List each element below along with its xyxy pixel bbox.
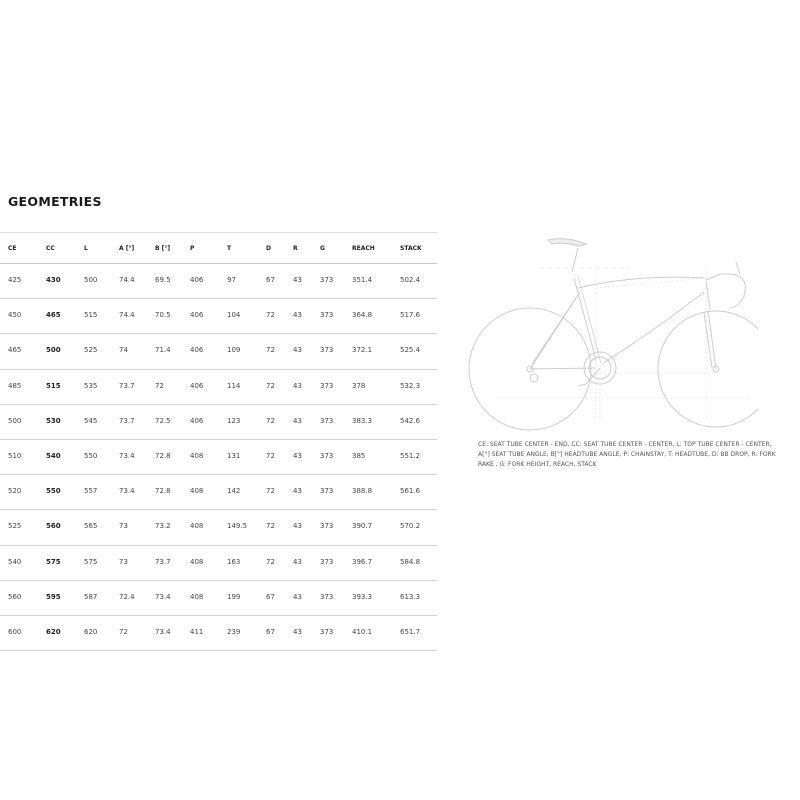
table-cell: 535 [84,381,98,390]
table-cell: 67 [266,592,275,601]
table-cell: 390.7 [352,522,373,531]
table-cell: 43 [293,592,302,601]
table-cell: 408 [190,487,204,496]
table-cell: 142 [227,487,241,496]
table-cell: 560 [46,522,61,531]
fork-icon [708,310,716,369]
table-cell: 378 [352,381,366,390]
table-cell: 373 [320,592,334,601]
down-tube-icon [602,292,704,364]
chainstay-icon [530,368,596,369]
table-cell: 385 [352,451,366,460]
table-cell: 406 [190,311,204,320]
column-header: REACH [352,245,375,252]
table-cell: 72.5 [155,416,171,425]
table-cell: 450 [8,311,22,320]
table-cell: 570.2 [400,522,421,531]
table-cell: 73.7 [119,381,135,390]
table-cell: 406 [190,276,204,284]
table-cell: 502.4 [400,276,421,284]
legend-caption: CE: SEAT TUBE CENTER - END, CC: SEAT TUBE CENTER - CENTER, L: TOP TUBE CENTER - CENTER, A[°] SEAT TUBE ANGLE, B[°] HEADTUBE ANGLE, P: CHAINSTAY, T: HEADTUBE, D: BB DROP, R: FORK RAKE , G: FORK HEIGHT, REACH, STACK [478,441,776,468]
table-cell: 550 [46,487,61,496]
table-cell: 408 [190,522,204,531]
top-tube-icon [578,277,704,288]
table-header-row [0,232,437,264]
table-cell: 373 [320,311,334,320]
table-row [0,405,437,440]
table-cell: 525.4 [400,346,421,355]
table-cell: 551.2 [400,451,421,460]
table-row [0,334,437,369]
table-row [0,510,437,545]
table-cell: 532.3 [400,381,421,390]
table-cell: 465 [46,311,61,320]
table-cell: 408 [190,451,204,460]
table-cell: 97 [227,276,236,284]
table-cell: 595 [46,592,61,601]
table-cell: 510 [8,451,22,460]
table-cell: 123 [227,416,241,425]
table-cell: 396.7 [352,557,373,566]
table-cell: 109 [227,346,241,355]
table-cell: 43 [293,276,302,284]
table-cell: 43 [293,311,302,320]
column-header: R [293,245,298,252]
column-header: A [°] [119,245,135,252]
table-cell: 73.4 [119,451,135,460]
table-row [0,440,437,475]
page-title: GEOMETRIES [8,194,102,209]
table-cell: 43 [293,487,302,496]
table-cell: 163 [227,557,241,566]
table-cell: 364.8 [352,311,373,320]
table-cell: 72 [266,557,275,566]
table-cell: 575 [84,557,98,566]
table-cell: 584.8 [400,557,421,566]
table-cell: 388.8 [352,487,373,496]
table-cell: 372.1 [352,346,373,355]
table-cell: 587 [84,592,98,601]
handlebar-icon [730,274,745,308]
table-cell: 73.4 [155,592,171,601]
table-cell: 72 [266,346,275,355]
table-cell: 373 [320,451,334,460]
table-cell: 72 [266,416,275,425]
table-cell: 73 [119,522,128,531]
table-cell: 542.6 [400,416,421,425]
table-cell: 72 [266,487,275,496]
table-cell: 72 [266,381,275,390]
table-cell: 557 [84,487,98,496]
table-cell: 199 [227,592,241,601]
table-cell: 43 [293,557,302,566]
table-cell: 515 [46,381,61,390]
table-cell: 545 [84,416,98,425]
table-cell: 408 [190,592,204,601]
table-cell: 373 [320,346,334,355]
table-cell: 373 [320,627,334,636]
table-cell: 72 [266,311,275,320]
table-cell: 67 [266,276,275,284]
table-row [0,264,437,299]
table-cell: 373 [320,416,334,425]
table-cell: 73 [119,557,128,566]
table-cell: 43 [293,346,302,355]
table-cell: 71.4 [155,346,171,355]
column-header: B [°] [155,245,171,252]
column-header: STACK [400,245,422,252]
table-cell: 406 [190,416,204,425]
table-cell: 540 [46,451,61,460]
table-cell: 373 [320,381,334,390]
table-cell: 131 [227,451,241,460]
table-cell: 373 [320,487,334,496]
table-cell: 149.5 [227,522,248,531]
table-cell: 74.4 [119,276,135,284]
table-cell: 373 [320,557,334,566]
column-header: G [320,245,325,252]
table-cell: 565 [84,522,98,531]
table-cell: 620 [84,627,98,636]
table-cell: 70.5 [155,311,171,320]
table-row [0,475,437,510]
table-cell: 72 [266,451,275,460]
table-cell: 73.4 [155,627,171,636]
table-cell: 500 [8,416,22,425]
column-header: D [266,245,271,252]
table-cell: 43 [293,522,302,531]
column-header: CE [8,245,17,252]
table-cell: 383.3 [352,416,373,425]
table-cell: 600 [8,627,22,636]
table-cell: 74.4 [119,311,135,320]
table-cell: 104 [227,311,241,320]
table-cell: 74 [119,346,128,355]
column-header: P [190,245,195,252]
table-cell: 43 [293,627,302,636]
table-cell: 410.1 [352,627,373,636]
table-cell: 73.4 [119,487,135,496]
table-cell: 72.8 [155,487,171,496]
table-cell: 69.5 [155,276,171,284]
table-cell: 73.7 [155,557,171,566]
table-cell: 500 [46,346,61,355]
table-cell: 411 [190,627,204,636]
table-cell: 530 [46,416,61,425]
table-cell: 515 [84,311,98,320]
table-cell: 465 [8,346,22,355]
seat-tube-icon [574,278,596,360]
table-cell: 430 [46,276,61,284]
table-cell: 43 [293,381,302,390]
table-cell: 373 [320,276,334,284]
table-cell: 239 [227,627,241,636]
table-cell: 485 [8,381,22,390]
front-wheel-icon [658,311,758,427]
table-cell: 540 [8,557,22,566]
bike-geometry-diagram-icon [468,228,758,438]
table-cell: 425 [8,276,22,284]
table-cell: 373 [320,522,334,531]
table-cell: 575 [46,557,61,566]
table-cell: 73.7 [119,416,135,425]
table-cell: 393.3 [352,592,373,601]
table-body [0,264,437,651]
column-header: T [227,245,232,252]
table-cell: 406 [190,381,204,390]
table-cell: 43 [293,416,302,425]
table-cell: 67 [266,627,275,636]
table-cell: 620 [46,627,61,636]
table-cell: 525 [8,522,22,531]
table-row [0,581,437,616]
table-cell: 651.7 [400,627,421,636]
table-row [0,370,437,405]
geometry-table [0,232,437,651]
table-cell: 613.3 [400,592,421,601]
table-cell: 406 [190,346,204,355]
table-cell: 561.6 [400,487,421,496]
table-cell: 550 [84,451,98,460]
table-cell: 520 [8,487,22,496]
table-cell: 43 [293,451,302,460]
column-header: L [84,245,88,252]
table-cell: 560 [8,592,22,601]
table-cell: 73.2 [155,522,171,531]
table-cell: 72 [119,627,128,636]
table-row [0,299,437,334]
table-row [0,546,437,581]
table-cell: 525 [84,346,98,355]
table-cell: 72 [155,381,164,390]
table-cell: 517.6 [400,311,421,320]
table-cell: 72.4 [119,592,135,601]
table-cell: 408 [190,557,204,566]
saddle-icon [548,239,586,246]
table-cell: 351.4 [352,276,373,284]
column-header: CC [46,245,55,252]
table-cell: 114 [227,381,241,390]
table-row [0,616,437,651]
table-cell: 500 [84,276,98,284]
table-cell: 72 [266,522,275,531]
table-cell: 72.8 [155,451,171,460]
